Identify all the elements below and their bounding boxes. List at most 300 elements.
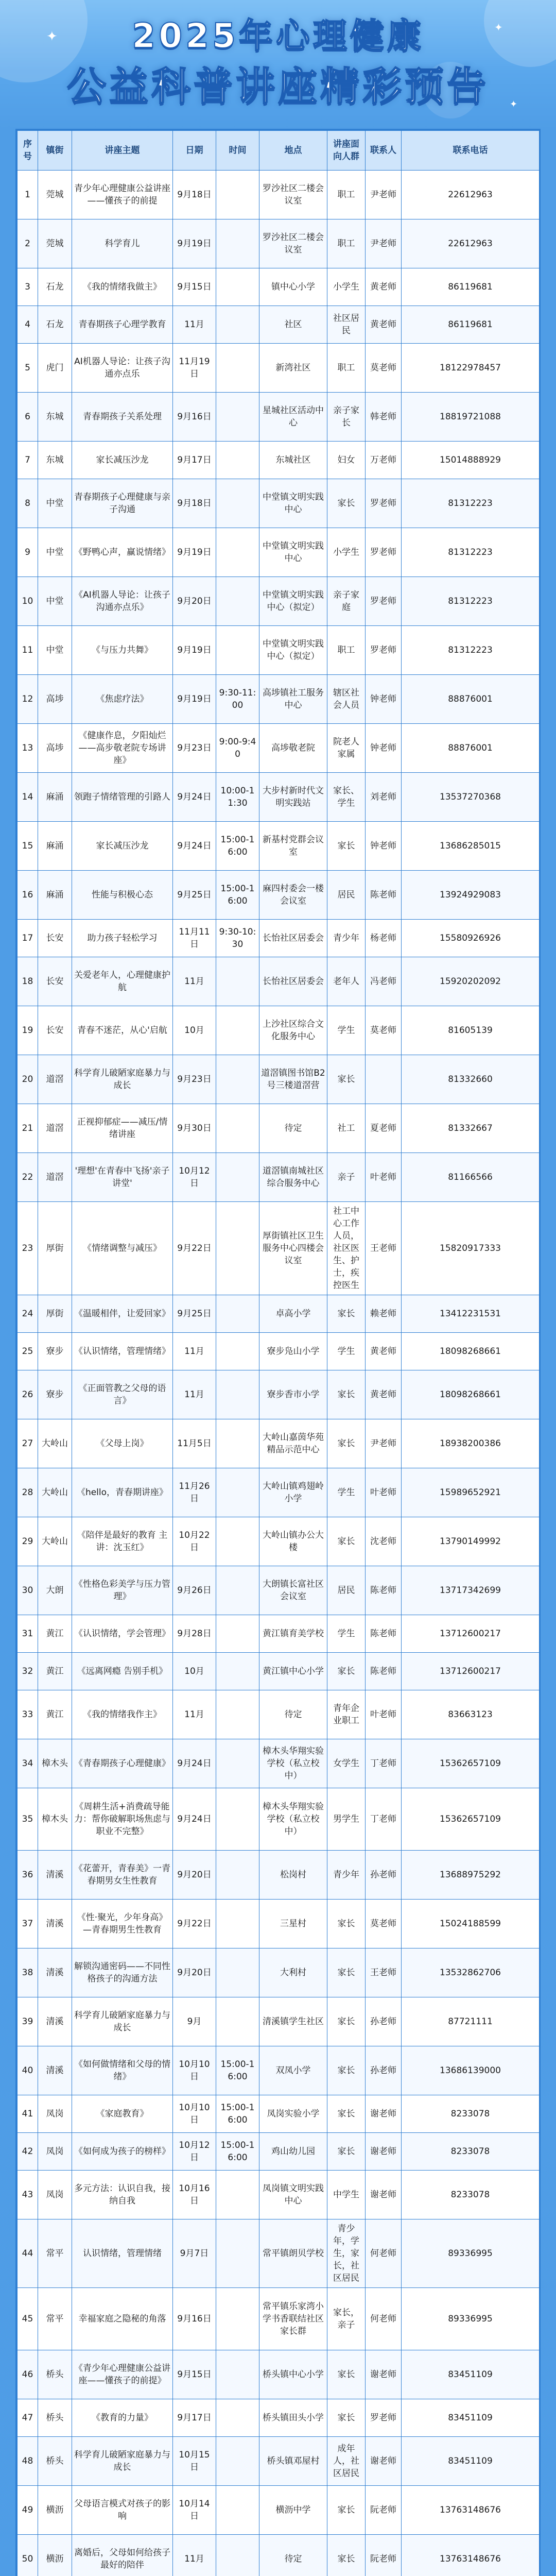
cell-location: 中堂镇文明实践中心	[259, 528, 327, 577]
cell-contact-person: 尹老师	[366, 219, 402, 268]
cell-audience: 家长	[327, 2486, 366, 2535]
cell-phone-number: 13686139000	[402, 2046, 540, 2095]
cell-town: 大朗	[38, 1566, 72, 1615]
cell-location: 清溪镇学生社区	[259, 1997, 327, 2046]
cell-row-index: 21	[18, 1104, 38, 1153]
schedule-table	[17, 130, 540, 2576]
cell-contact-person: 陈老师	[366, 871, 402, 920]
cell-topic: 《认识情绪，管理情绪》	[72, 1333, 173, 1370]
cell-location: 樟木头华翔实验学校（私立校中）	[259, 1788, 327, 1851]
cell-location: 麻四村委会一楼会议室	[259, 871, 327, 920]
cell-topic: 《我的情绪我作主》	[72, 1690, 173, 1739]
cell-topic: 《父母上岗》	[72, 1419, 173, 1468]
table-row	[18, 2219, 540, 2288]
cell-topic: 《野鸭心声，赢说情绪》	[72, 528, 173, 577]
cell-location: 大朗镇长富社区会议室	[259, 1566, 327, 1615]
table-row	[18, 442, 540, 479]
cell-topic: 《与压力共舞》	[72, 626, 173, 675]
cell-town: 清溪	[38, 2046, 72, 2095]
table-row	[18, 344, 540, 393]
cell-topic: 《家庭教育》	[72, 2095, 173, 2133]
table-row	[18, 2288, 540, 2350]
cell-date: 9月22日	[173, 1202, 216, 1295]
table-row	[18, 2486, 540, 2535]
column-header-audience: 讲座面向人群	[327, 131, 366, 171]
cell-contact-person: 罗老师	[366, 2399, 402, 2437]
cell-row-index: 31	[18, 1615, 38, 1653]
cell-audience: 家长	[327, 1295, 366, 1333]
sparkle-icon: ✦	[494, 21, 503, 33]
cell-date: 9月23日	[173, 1055, 216, 1104]
cell-contact-person: 莫老师	[366, 344, 402, 393]
cell-contact-person: 谢老师	[366, 2437, 402, 2486]
cell-phone-number: 13688975292	[402, 1851, 540, 1900]
cell-row-index: 39	[18, 1997, 38, 2046]
cell-date: 9月16日	[173, 393, 216, 442]
table-row	[18, 2350, 540, 2399]
cell-audience: 成年人，社区居民	[327, 2437, 366, 2486]
cell-date: 10月10日	[173, 2046, 216, 2095]
cell-phone-number: 81605139	[402, 1006, 540, 1055]
cell-contact-person: 谢老师	[366, 2133, 402, 2171]
cell-audience: 家长	[327, 2535, 366, 2576]
cell-row-index: 10	[18, 577, 38, 626]
cell-location: 待定	[259, 1104, 327, 1153]
cell-topic: 《青春期孩子心理健康》	[72, 1739, 173, 1788]
poster-title-line2: 公益科普讲座精彩预告	[67, 63, 489, 109]
cell-date: 9月17日	[173, 2399, 216, 2437]
cell-date: 9月25日	[173, 1295, 216, 1333]
cell-town: 石龙	[38, 268, 72, 306]
cell-phone-number: 15362657109	[402, 1739, 540, 1788]
cell-location: 厚街镇社区卫生服务中心四楼会议室	[259, 1202, 327, 1295]
cell-location: 凤岗实验小学	[259, 2095, 327, 2133]
cell-audience: 青少年	[327, 1851, 366, 1900]
cell-time	[216, 2437, 259, 2486]
cell-phone-number: 15014888929	[402, 442, 540, 479]
cell-location: 松岗村	[259, 1851, 327, 1900]
cell-town: 桥头	[38, 2437, 72, 2486]
cell-time	[216, 2535, 259, 2576]
table-row	[18, 1788, 540, 1851]
cell-row-index: 47	[18, 2399, 38, 2437]
cell-audience: 辖区社会人员	[327, 675, 366, 724]
cell-phone-number: 81332667	[402, 1104, 540, 1153]
cell-location: 桥头镇田头小学	[259, 2399, 327, 2437]
cell-time	[216, 1788, 259, 1851]
cell-phone-number: 89336995	[402, 2219, 540, 2288]
cell-time: 15:00-16:00	[216, 2095, 259, 2133]
cell-topic: 《我的情绪我做主》	[72, 268, 173, 306]
cell-date: 11月	[173, 1370, 216, 1419]
cell-row-index: 34	[18, 1739, 38, 1788]
cell-audience: 职工	[327, 171, 366, 219]
cell-location: 凤岗镇文明实践中心	[259, 2171, 327, 2219]
cell-phone-number: 13763148676	[402, 2486, 540, 2535]
cell-phone-number: 83451109	[402, 2399, 540, 2437]
cell-town: 清溪	[38, 1997, 72, 2046]
table-row	[18, 626, 540, 675]
cell-town: 黄江	[38, 1615, 72, 1653]
cell-row-index: 22	[18, 1153, 38, 1202]
cell-contact-person: 冯老师	[366, 957, 402, 1006]
cell-location: 常平镇朗贝学校	[259, 2219, 327, 2288]
cell-audience: 社工中心工作人员，社区医生、护士，疾控医生	[327, 1202, 366, 1295]
cell-time	[216, 957, 259, 1006]
poster-title-line1: 2025年心理健康	[132, 16, 424, 56]
cell-row-index: 25	[18, 1333, 38, 1370]
cell-row-index: 49	[18, 2486, 38, 2535]
cell-audience: 职工	[327, 219, 366, 268]
cell-topic: 科学育儿破陋家庭暴力与成长	[72, 1997, 173, 2046]
cell-location: 常平镇乐家湾小学书香联结社区家长群	[259, 2288, 327, 2350]
cell-row-index: 40	[18, 2046, 38, 2095]
cell-audience: 社区居民	[327, 306, 366, 344]
cell-location: 道滘镇南城社区综合服务中心	[259, 1153, 327, 1202]
cell-topic: 多元方法：认识自我，接纳自我	[72, 2171, 173, 2219]
cell-row-index: 19	[18, 1006, 38, 1055]
cell-audience: 家长、学生	[327, 773, 366, 822]
cell-date: 9月	[173, 1997, 216, 2046]
cell-row-index: 46	[18, 2350, 38, 2399]
cell-phone-number: 13537270368	[402, 773, 540, 822]
cell-town: 中堂	[38, 577, 72, 626]
cell-topic: 青春期孩子心理学教育	[72, 306, 173, 344]
table-row	[18, 1419, 540, 1468]
cell-town: 长安	[38, 957, 72, 1006]
cell-date: 9月19日	[173, 219, 216, 268]
cell-contact-person: 丁老师	[366, 1739, 402, 1788]
cell-contact-person: 谢老师	[366, 2350, 402, 2399]
cell-time	[216, 2171, 259, 2219]
cell-topic: 《青少年心理健康公益讲座——懂孩子的前提》	[72, 2350, 173, 2399]
cell-topic: 父母语言模式对孩子的影响	[72, 2486, 173, 2535]
table-row	[18, 822, 540, 871]
cell-phone-number: 13532862706	[402, 1948, 540, 1997]
cell-time	[216, 393, 259, 442]
cell-town: 莞城	[38, 219, 72, 268]
cell-topic: 《陪伴是最好的教育 主讲：沈玉红》	[72, 1517, 173, 1566]
cell-date: 9月15日	[173, 268, 216, 306]
cell-contact-person: 钟老师	[366, 675, 402, 724]
cell-row-index: 38	[18, 1948, 38, 1997]
cell-audience: 家长	[327, 2133, 366, 2171]
cell-contact-person: 钟老师	[366, 724, 402, 773]
cell-audience: 家长	[327, 1055, 366, 1104]
cell-phone-number: 81312223	[402, 479, 540, 528]
cell-phone-number: 13717342699	[402, 1566, 540, 1615]
cell-date: 9月22日	[173, 1900, 216, 1948]
table-row	[18, 528, 540, 577]
cell-audience: 居民	[327, 1566, 366, 1615]
cell-row-index: 33	[18, 1690, 38, 1739]
cell-location: 待定	[259, 2535, 327, 2576]
cell-audience: 青少年	[327, 920, 366, 957]
cell-town: 桥头	[38, 2350, 72, 2399]
cell-row-index: 2	[18, 219, 38, 268]
cell-time	[216, 2399, 259, 2437]
cell-audience: 青年企业职工	[327, 1690, 366, 1739]
cell-time	[216, 1517, 259, 1566]
table-row	[18, 2046, 540, 2095]
table-row	[18, 1739, 540, 1788]
cell-contact-person: 赖老师	[366, 1295, 402, 1333]
cell-phone-number: 13924929083	[402, 871, 540, 920]
table-row	[18, 1104, 540, 1153]
cell-town: 凤岗	[38, 2171, 72, 2219]
cell-row-index: 45	[18, 2288, 38, 2350]
cell-town: 桥头	[38, 2399, 72, 2437]
table-row	[18, 1948, 540, 1997]
cell-town: 黄江	[38, 1653, 72, 1690]
column-header-contact: 联系人	[366, 131, 402, 171]
cell-town: 厚街	[38, 1202, 72, 1295]
cell-row-index: 43	[18, 2171, 38, 2219]
table-row	[18, 871, 540, 920]
cell-time	[216, 171, 259, 219]
cell-row-index: 20	[18, 1055, 38, 1104]
cell-phone-number: 18819721088	[402, 393, 540, 442]
cell-audience: 学生	[327, 1615, 366, 1653]
cell-row-index: 15	[18, 822, 38, 871]
cell-time: 15:00-16:00	[216, 822, 259, 871]
cell-date: 11月11日	[173, 920, 216, 957]
cell-topic: '理想'在青春中飞扬'亲子讲堂'	[72, 1153, 173, 1202]
cell-town: 道滘	[38, 1104, 72, 1153]
cell-date: 9月16日	[173, 2288, 216, 2350]
cell-time	[216, 1419, 259, 1468]
cell-date: 9月19日	[173, 528, 216, 577]
cell-town: 长安	[38, 1006, 72, 1055]
cell-location: 大岭山嘉茵华苑精品示范中心	[259, 1419, 327, 1468]
table-row	[18, 2133, 540, 2171]
cell-location: 寮步香市小学	[259, 1370, 327, 1419]
cell-date: 9月25日	[173, 871, 216, 920]
column-header-time: 时间	[216, 131, 259, 171]
table-row	[18, 2095, 540, 2133]
cell-row-index: 29	[18, 1517, 38, 1566]
cell-town: 高埗	[38, 675, 72, 724]
cell-row-index: 42	[18, 2133, 38, 2171]
cell-date: 9月7日	[173, 2219, 216, 2288]
cell-phone-number: 8233078	[402, 2171, 540, 2219]
cell-row-index: 1	[18, 171, 38, 219]
cell-time	[216, 1006, 259, 1055]
cell-date: 9月18日	[173, 479, 216, 528]
cell-audience: 家长	[327, 1900, 366, 1948]
cell-topic: 关爱老年人，心理健康护航	[72, 957, 173, 1006]
cell-date: 11月19日	[173, 344, 216, 393]
cell-time	[216, 1055, 259, 1104]
cell-audience: 家长	[327, 479, 366, 528]
cell-contact-person: 黄老师	[366, 268, 402, 306]
cell-row-index: 28	[18, 1468, 38, 1517]
cell-time	[216, 219, 259, 268]
cell-location: 高埗敬老院	[259, 724, 327, 773]
table-row	[18, 479, 540, 528]
table-row	[18, 1468, 540, 1517]
cell-location: 中堂镇文明实践中心（拟定）	[259, 577, 327, 626]
cell-town: 虎门	[38, 344, 72, 393]
cell-row-index: 8	[18, 479, 38, 528]
cell-date: 9月24日	[173, 773, 216, 822]
cell-topic: 青春期孩子关系处理	[72, 393, 173, 442]
cell-audience: 社工	[327, 1104, 366, 1153]
cell-row-index: 50	[18, 2535, 38, 2576]
cell-topic: 《周耕生活+消费疏导能力：帮你破解职场焦虑与职业不完整》	[72, 1788, 173, 1851]
cell-date: 10月	[173, 1653, 216, 1690]
cell-phone-number: 8233078	[402, 2133, 540, 2171]
cell-town: 寮步	[38, 1333, 72, 1370]
cell-time	[216, 1900, 259, 1948]
cell-topic: 性能与积极心态	[72, 871, 173, 920]
cell-date: 10月	[173, 1006, 216, 1055]
schedule-table-container	[15, 129, 541, 2576]
table-row	[18, 773, 540, 822]
cell-phone-number: 86119681	[402, 268, 540, 306]
cell-date: 11月	[173, 1690, 216, 1739]
table-row	[18, 2399, 540, 2437]
table-row	[18, 2535, 540, 2576]
cell-location: 桥头镇邓屋村	[259, 2437, 327, 2486]
cell-time: 10:00-11:30	[216, 773, 259, 822]
cell-phone-number: 8233078	[402, 2095, 540, 2133]
cell-phone-number: 83663123	[402, 1690, 540, 1739]
cell-row-index: 27	[18, 1419, 38, 1468]
cell-audience: 青少年，学生，家长，社区居民	[327, 2219, 366, 2288]
cell-phone-number: 89336995	[402, 2288, 540, 2350]
cell-contact-person: 丁老师	[366, 1788, 402, 1851]
cell-town: 高埗	[38, 724, 72, 773]
cell-time	[216, 306, 259, 344]
cell-location: 社区	[259, 306, 327, 344]
cell-time	[216, 344, 259, 393]
cell-time	[216, 1690, 259, 1739]
cell-date: 9月20日	[173, 1851, 216, 1900]
cell-topic: 《hello，青春期讲座》	[72, 1468, 173, 1517]
cell-town: 横沥	[38, 2535, 72, 2576]
cell-location: 中堂镇文明实践中心	[259, 479, 327, 528]
table-row	[18, 1202, 540, 1295]
cell-topic: 《AI机器人导论：让孩子沟通亦点乐》	[72, 577, 173, 626]
cell-topic: 正视抑郁症——减压/情绪讲座	[72, 1104, 173, 1153]
cell-town: 麻涌	[38, 822, 72, 871]
cell-row-index: 4	[18, 306, 38, 344]
cell-audience: 职工	[327, 626, 366, 675]
cell-audience: 院老人家属	[327, 724, 366, 773]
cell-location: 桥头镇中心小学	[259, 2350, 327, 2399]
cell-audience: 家长	[327, 2399, 366, 2437]
cell-contact-person: 王老师	[366, 1202, 402, 1295]
cell-date: 10月16日	[173, 2171, 216, 2219]
cell-location: 鸡山幼儿园	[259, 2133, 327, 2171]
cell-topic: 家长减压沙龙	[72, 822, 173, 871]
cell-time	[216, 2219, 259, 2288]
cell-town: 道滘	[38, 1055, 72, 1104]
cell-phone-number: 22612963	[402, 171, 540, 219]
cell-time	[216, 1997, 259, 2046]
cell-time	[216, 1370, 259, 1419]
cell-topic: 《性·聚光，少年身高》—青春期男生性教育	[72, 1900, 173, 1948]
table-body	[18, 171, 540, 2576]
cell-topic: 《如何成为孩子的榜样》	[72, 2133, 173, 2171]
cell-row-index: 35	[18, 1788, 38, 1851]
cell-contact-person: 罗老师	[366, 479, 402, 528]
cell-date: 11月	[173, 957, 216, 1006]
cell-topic: 领跑子情绪管理的引路人	[72, 773, 173, 822]
cell-topic: 《远离网瘾 告别手机》	[72, 1653, 173, 1690]
cell-topic: 青春不迷茫，从心'启航	[72, 1006, 173, 1055]
table-row	[18, 1333, 540, 1370]
cell-time	[216, 528, 259, 577]
cell-time	[216, 1851, 259, 1900]
cell-date: 11月	[173, 1333, 216, 1370]
cell-town: 中堂	[38, 528, 72, 577]
cell-contact-person: 王老师	[366, 1948, 402, 1997]
cell-row-index: 7	[18, 442, 38, 479]
cell-topic: 科学育儿	[72, 219, 173, 268]
cell-location: 新基村党群会议室	[259, 822, 327, 871]
cell-contact-person: 孙老师	[366, 1997, 402, 2046]
cell-audience: 亲子	[327, 1153, 366, 1202]
cell-town: 中堂	[38, 626, 72, 675]
cell-audience: 学生	[327, 1006, 366, 1055]
cell-town: 寮步	[38, 1370, 72, 1419]
table-row	[18, 1900, 540, 1948]
cell-location: 大岭山镇鸡翅岭小学	[259, 1468, 327, 1517]
cell-date: 11月26日	[173, 1468, 216, 1517]
cell-town: 大岭山	[38, 1517, 72, 1566]
cell-phone-number: 83451109	[402, 2437, 540, 2486]
cell-contact-person: 孙老师	[366, 1851, 402, 1900]
cell-audience: 男学生	[327, 1788, 366, 1851]
cell-location: 大利村	[259, 1948, 327, 1997]
cell-audience: 家长	[327, 1370, 366, 1419]
cell-contact-person: 叶老师	[366, 1690, 402, 1739]
cell-town: 莞城	[38, 171, 72, 219]
cell-audience: 亲子家长	[327, 393, 366, 442]
cell-topic: 《温暖相伴，让爱回家》	[72, 1295, 173, 1333]
cell-phone-number: 18098268661	[402, 1370, 540, 1419]
cell-contact-person: 夏老师	[366, 1104, 402, 1153]
table-row	[18, 1370, 540, 1419]
cell-time	[216, 2350, 259, 2399]
cell-topic: 《认识情绪，学会管理》	[72, 1615, 173, 1653]
cell-topic: 《健康作息，夕阳灿烂——高步敬老院专场讲座》	[72, 724, 173, 773]
cell-audience: 小学生	[327, 528, 366, 577]
cell-audience: 家长	[327, 2046, 366, 2095]
cell-audience: 学生	[327, 1333, 366, 1370]
cell-audience: 小学生	[327, 268, 366, 306]
cell-phone-number: 15920202092	[402, 957, 540, 1006]
cell-time	[216, 1653, 259, 1690]
cell-row-index: 32	[18, 1653, 38, 1690]
cell-contact-person: 黄老师	[366, 306, 402, 344]
cell-topic: 科学育儿破陋家庭暴力与成长	[72, 1055, 173, 1104]
cell-row-index: 41	[18, 2095, 38, 2133]
cell-phone-number: 81312223	[402, 577, 540, 626]
cell-phone-number: 86119681	[402, 306, 540, 344]
cell-topic: 家长减压沙龙	[72, 442, 173, 479]
cell-town: 常平	[38, 2219, 72, 2288]
cell-town: 长安	[38, 920, 72, 957]
cell-contact-person: 何老师	[366, 2219, 402, 2288]
table-row	[18, 306, 540, 344]
table-row	[18, 1153, 540, 1202]
cell-contact-person: 莫老师	[366, 1006, 402, 1055]
column-header-index: 序号	[18, 131, 38, 171]
cell-audience: 家长，亲子	[327, 2288, 366, 2350]
